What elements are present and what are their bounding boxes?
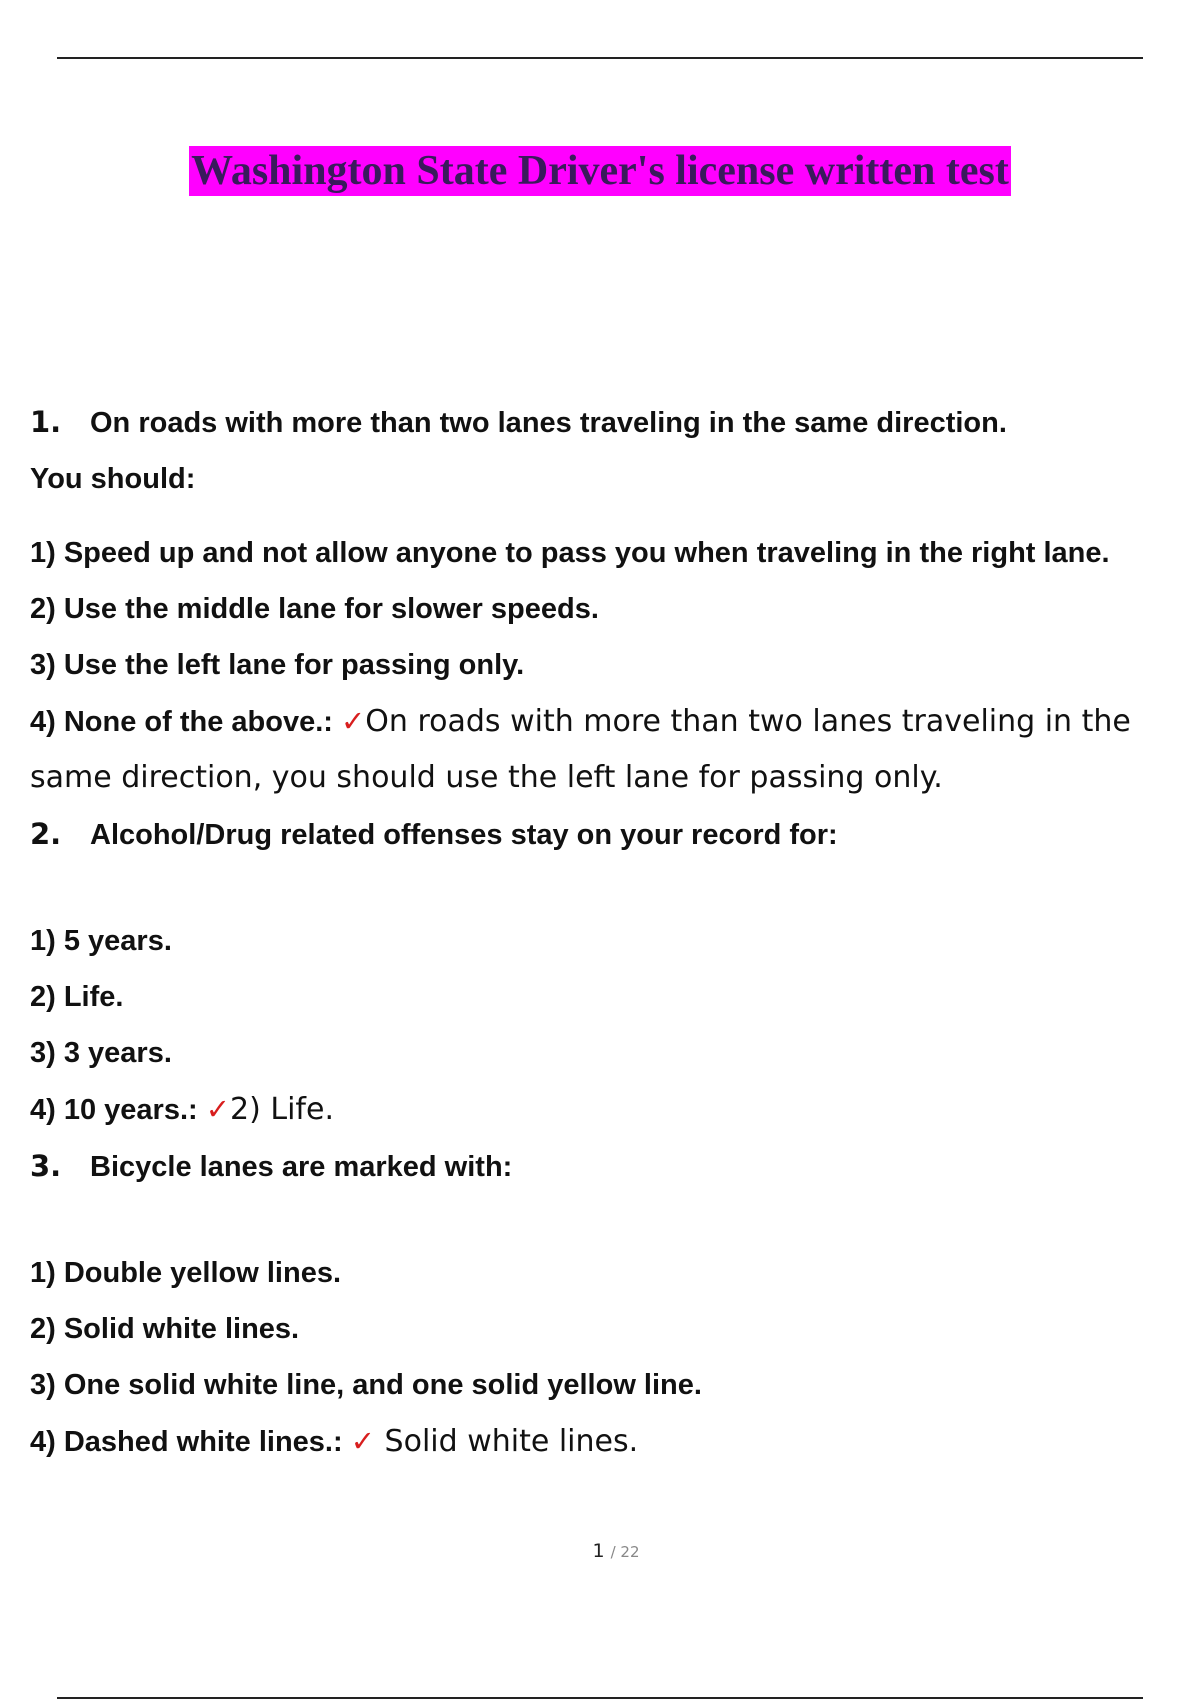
checkmark-icon: ✓ bbox=[350, 1424, 376, 1458]
document-title: Washington State Driver's license written test bbox=[191, 148, 1009, 194]
option-with-answer: 4) None of the above.: ✓On roads with more than two lanes traveling in the same direction, you should use the left lane for passing only. bbox=[30, 704, 1131, 795]
option: 3) 3 years. bbox=[30, 1037, 172, 1069]
current-page: 1 bbox=[592, 1540, 605, 1562]
option: 2) Solid white lines. bbox=[30, 1313, 300, 1345]
option: 3) Use the left lane for passing only. bbox=[30, 649, 525, 681]
total-pages: / 22 bbox=[610, 1543, 640, 1561]
page-number bbox=[0, 1540, 1200, 1562]
option: 1) 5 years. bbox=[30, 925, 172, 957]
option: 3) One solid white line, and one solid yellow line. bbox=[30, 1369, 702, 1401]
title-block bbox=[0, 146, 1200, 196]
option-with-answer: 4) Dashed white lines.: ✓ Solid white lines. bbox=[30, 1424, 639, 1459]
question-number: 2. bbox=[30, 817, 62, 851]
question-list bbox=[30, 394, 1175, 1470]
answer-text: Solid white lines. bbox=[375, 1424, 639, 1459]
question-prompt: 1. On roads with more than two lanes traveling in the same direction. bbox=[30, 394, 1175, 451]
option: 2) Use the middle lane for slower speeds. bbox=[30, 593, 599, 625]
checkmark-icon: ✓ bbox=[205, 1092, 231, 1126]
question-prompt: 2. Alcohol/Drug related offenses stay on your record for: bbox=[30, 806, 1175, 863]
option: 1) Speed up and not allow anyone to pass you when traveling in the right lane. bbox=[30, 537, 1110, 569]
option: 2) Life. bbox=[30, 981, 124, 1013]
question-2 bbox=[30, 806, 1175, 1138]
checkmark-icon: ✓ bbox=[340, 704, 366, 738]
option: 1) Double yellow lines. bbox=[30, 1257, 342, 1289]
question-prompt: 3. Bicycle lanes are marked with: bbox=[30, 1138, 1175, 1195]
answer-text: 2) Life. bbox=[230, 1092, 334, 1127]
top-rule bbox=[57, 57, 1143, 59]
question-1 bbox=[30, 394, 1175, 806]
bottom-rule bbox=[57, 1697, 1143, 1699]
question-number: 3. bbox=[30, 1149, 62, 1183]
question-number: 1. bbox=[30, 405, 62, 439]
option-with-answer: 4) 10 years.: ✓2) Life. bbox=[30, 1092, 334, 1127]
question-prompt-continued: You should: bbox=[30, 463, 196, 495]
answer-text: On roads with more than two lanes traveling in the same direction, you should use the left lane for passing only. bbox=[30, 704, 1131, 795]
question-3 bbox=[30, 1138, 1175, 1470]
